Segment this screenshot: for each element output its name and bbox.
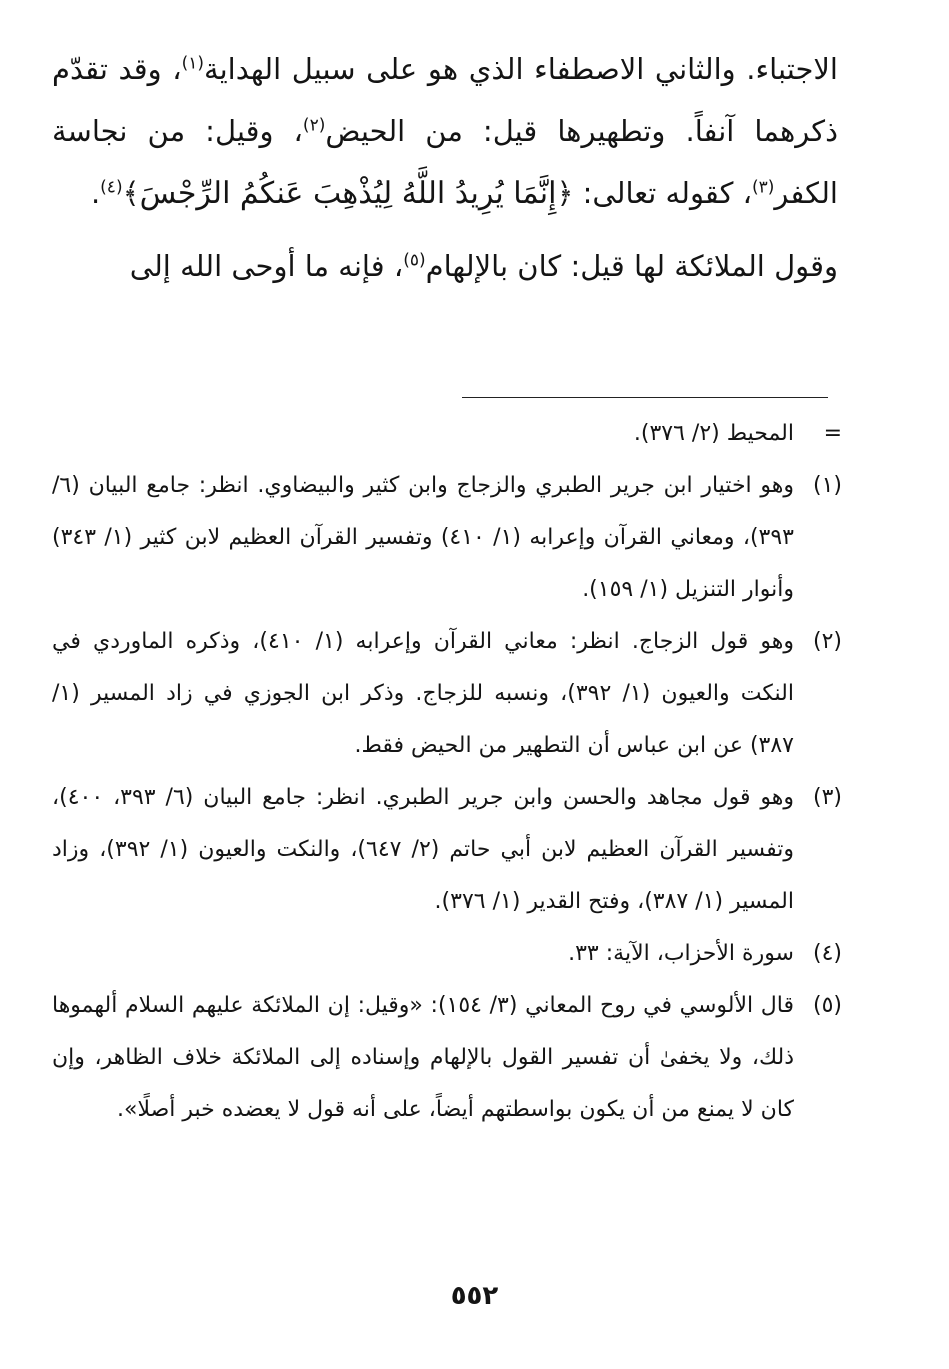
footnote-continuation (52, 408, 842, 460)
footnote-number: (٤) (812, 941, 842, 966)
text-run: . (90, 176, 101, 210)
footnote-ref-2[interactable]: (٢) (302, 115, 326, 136)
footnote-text: قال الألوسي في روح المعاني (٣/ ١٥٤): «وقيل: إن الملائكة عليهم السلام ألهموها ذلك، ولا يخفىٰ أن تفسير القول بالإلهام وإسناده إلى الملائكة خلاف الظاهر، وإن كان لا يمنع من أن يكون بواسطتهم أيضاً، على أنه قول لا يعضده خبر أصلًا». (52, 993, 794, 1122)
footnote-number: (٥) (812, 993, 842, 1018)
main-paragraph-2 (52, 235, 838, 297)
footnote-separator (462, 397, 828, 398)
footnote-ref-3[interactable]: (٣) (751, 177, 775, 198)
text-run: ، فإنه ما أوحى الله إلى (129, 249, 404, 283)
footnote-text: وهو قول الزجاج. انظر: معاني القرآن وإعرابه (١/ ٤١٠)، وذكره الماوردي في النكت والعيون (١/ ٣٩٢)، ونسبه للزجاج. وذكر ابن الجوزي في زاد المسير (١/ ٣٨٧) عن ابن عباس أن التطهير من الحيض فقط. (52, 629, 795, 758)
footnote-text: سورة الأحزاب، الآية: ٣٣. (568, 941, 794, 966)
footnote-number: (١) (812, 473, 842, 498)
footnote-2 (52, 616, 842, 772)
text-run: ، وقد تقدّم ذكرهما آنفاً. وتطهيرها قيل: من الحيض (52, 52, 838, 148)
footnote-5 (52, 980, 842, 1136)
quran-verse: إِنَّمَا يُرِيدُ اللَّهُ لِيُذْهِبَ عَنكُمُ الرِّجْسَ (139, 176, 557, 211)
footnote-ref-4[interactable]: (٤) (100, 177, 123, 198)
text-run: ، كقوله تعالى: ﴿ (556, 176, 752, 210)
footnote-3 (52, 772, 842, 928)
continuation-marker: = (823, 421, 842, 446)
page-number-text: ٥٥٢ (450, 1281, 499, 1311)
footnotes (52, 408, 842, 1136)
main-paragraph-1 (52, 38, 838, 225)
footnote-text: المحيط (٢/ ٣٧٦). (633, 421, 794, 446)
footnote-4 (52, 928, 842, 980)
footnote-text: وهو اختيار ابن جرير الطبري والزجاج وابن كثير والبيضاوي. انظر: جامع البيان (٦/ ٣٩٣)، ومعاني القرآن وإعرابه (١/ ٤١٠) وتفسير القرآن العظيم لابن كثير (١/ ٣٤٣) وأنوار التنزيل (١/ ١٥٩). (52, 473, 794, 602)
footnote-ref-1[interactable]: (١) (181, 53, 205, 74)
text-run: ﴾ (122, 176, 140, 210)
footnote-1 (52, 460, 842, 616)
main-text (52, 38, 838, 297)
footnote-number: (٣) (812, 785, 842, 810)
text-run: وقول الملائكة لها قيل: كان بالإلهام (425, 249, 838, 283)
text-run: ، وقيل: من نجاسة الكفر (52, 114, 838, 210)
page-number (0, 1281, 949, 1311)
footnote-ref-5[interactable]: (٥) (403, 250, 426, 271)
footnote-number: (٢) (812, 629, 842, 654)
text-run: الاجتباء. والثاني الاصطفاء الذي هو على سبيل الهداية (204, 52, 838, 86)
footnote-text: وهو قول مجاهد والحسن وابن جرير الطبري. انظر: جامع البيان (٦/ ٣٩٣، ٤٠٠)، وتفسير القرآن العظيم لابن أبي حاتم (٢/ ٦٤٧)، والنكت والعيون (١/ ٣٩٢)، وزاد المسير (١/ ٣٨٧)، وفتح القدير (١/ ٣٧٦). (52, 785, 794, 914)
